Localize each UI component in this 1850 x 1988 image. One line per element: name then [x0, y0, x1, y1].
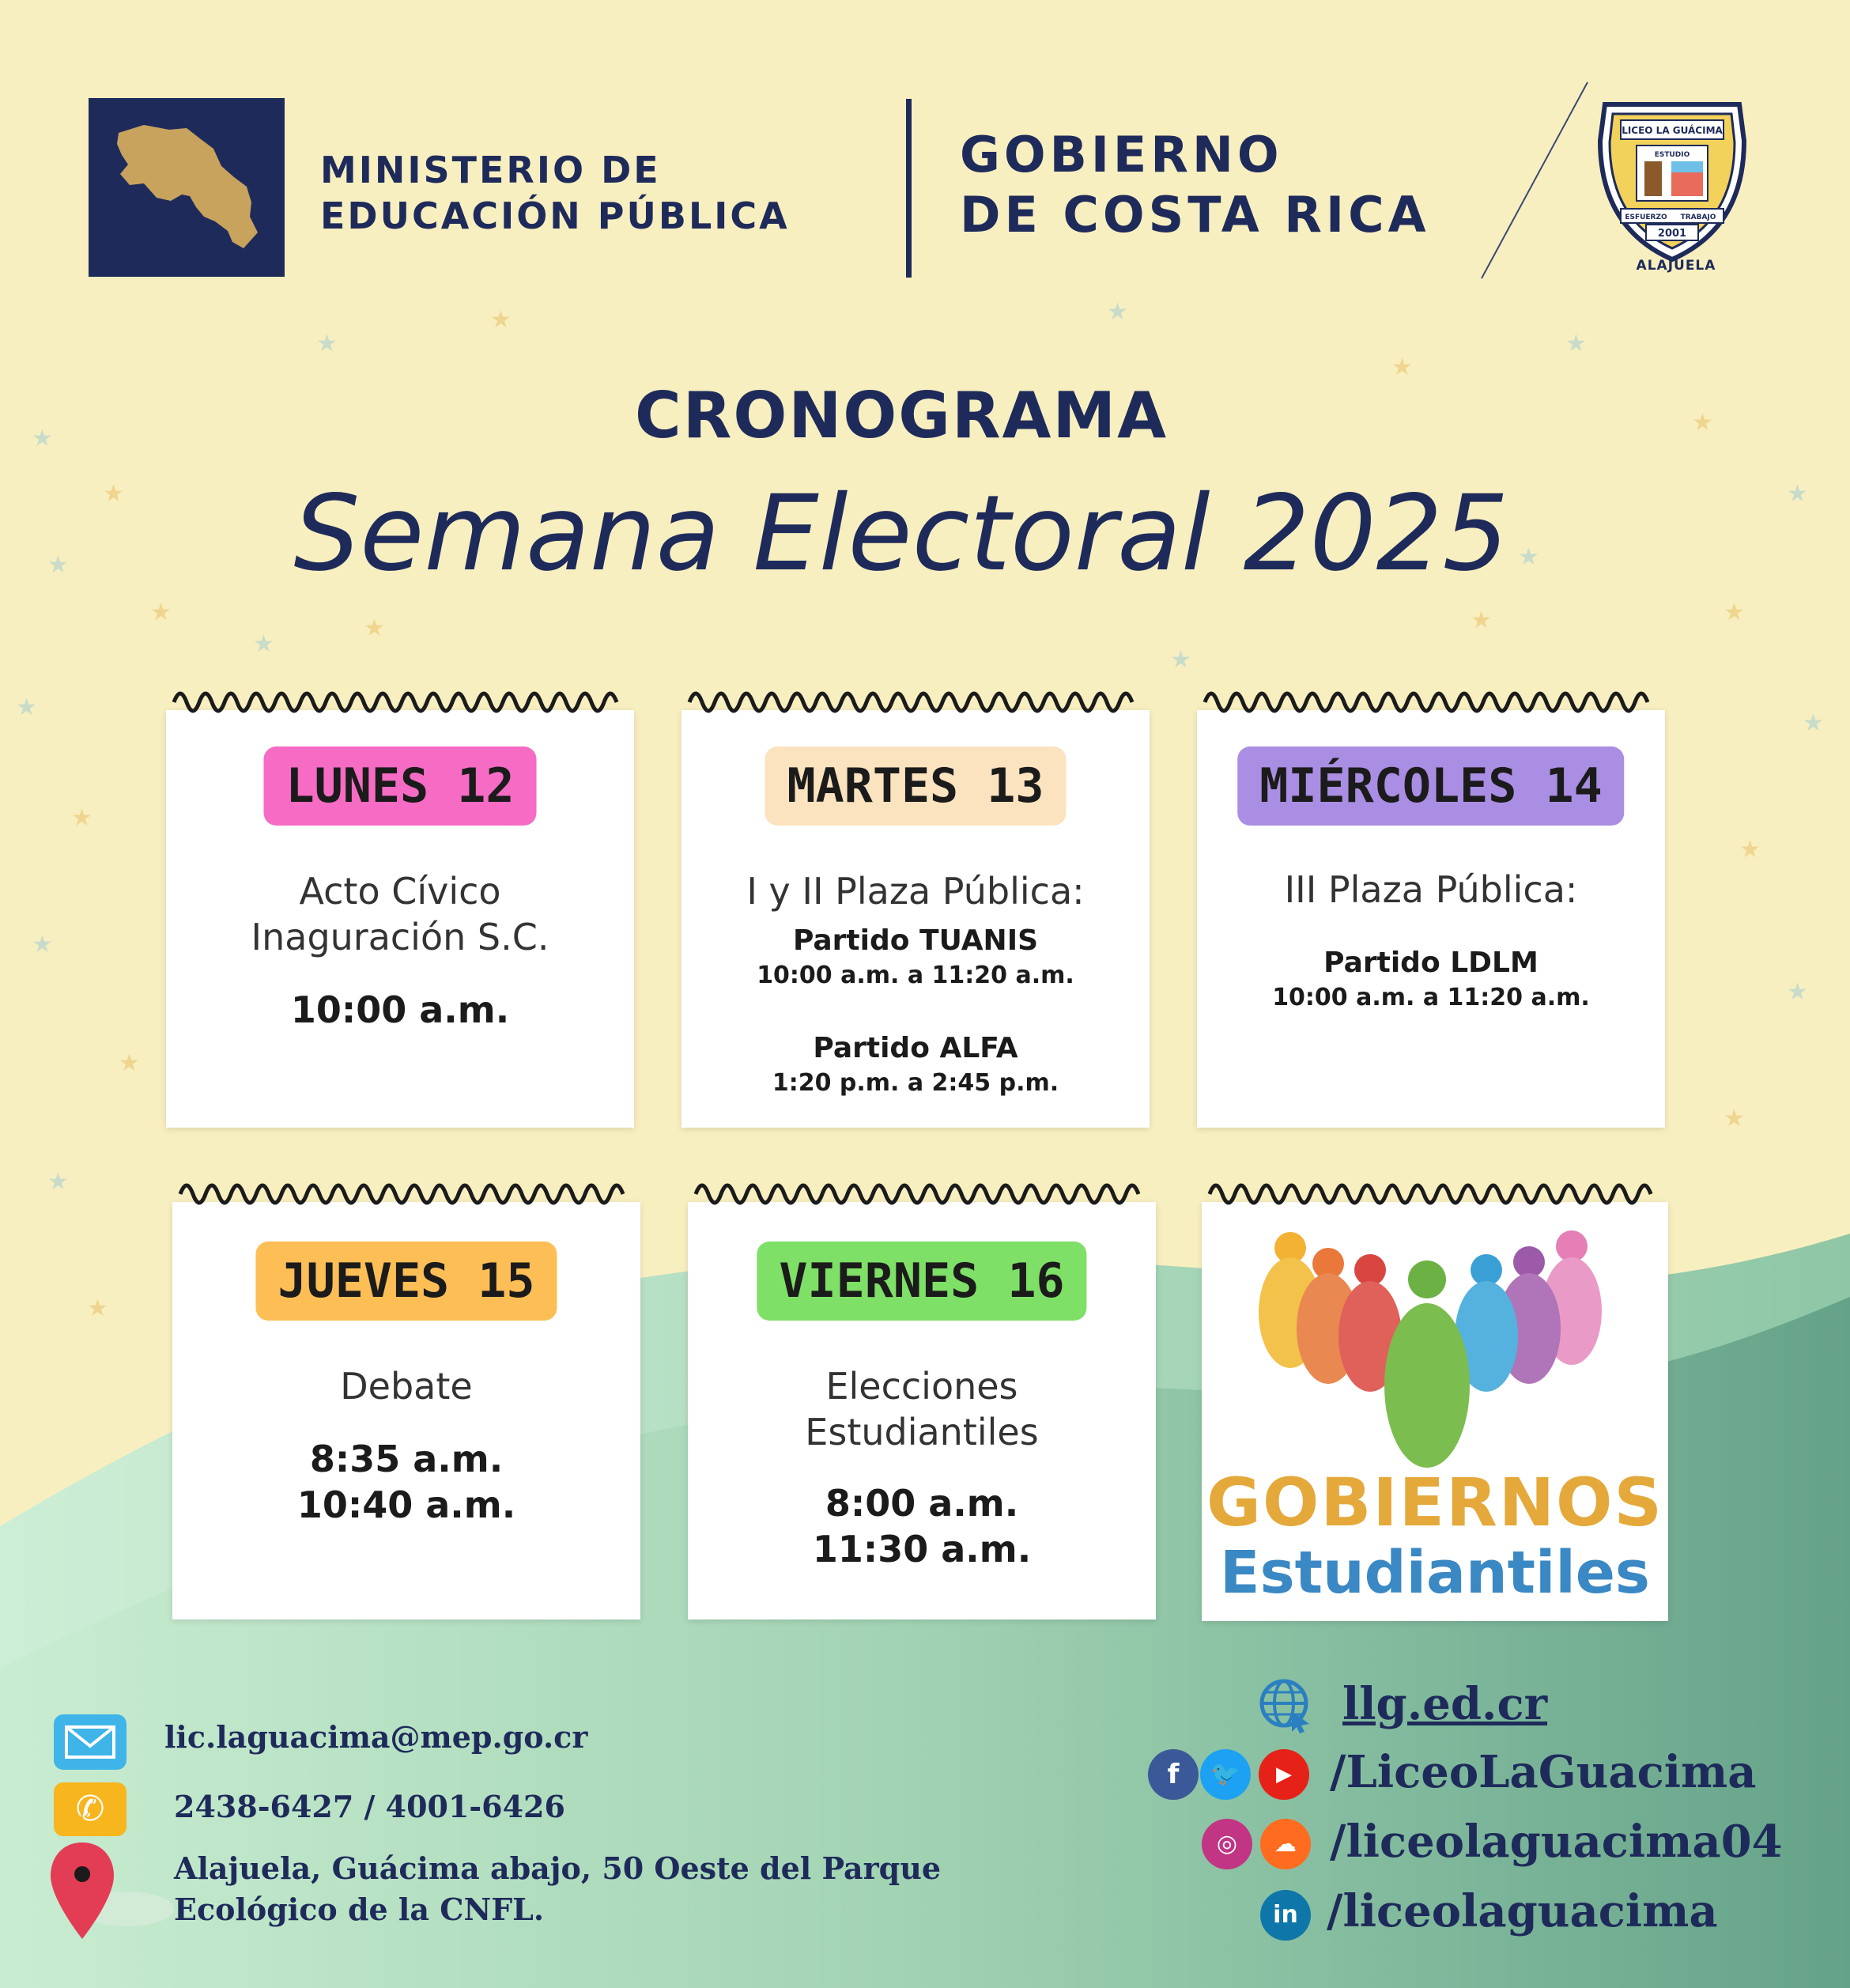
viernes-line1: Elecciones	[825, 1365, 1018, 1408]
viernes-time2: 11:30 a.m.	[812, 1528, 1032, 1570]
star-decoration: ★	[1724, 599, 1745, 626]
star-decoration: ★	[1692, 409, 1713, 437]
facebook-icon[interactable]: f	[1148, 1749, 1199, 1800]
ministry-line2: EDUCACIÓN PÚBLICA	[320, 195, 790, 237]
envelope-icon	[54, 1714, 126, 1770]
contact-phone[interactable]: 2438-6427 / 4001-6426	[174, 1789, 565, 1824]
day-card-jueves	[172, 1202, 640, 1620]
star-decoration: ★	[1518, 543, 1539, 571]
martes-time2: 1:20 p.m. a 2:45 p.m.	[772, 1069, 1059, 1097]
school-logo-name: LICEO LA GUÁCIMA	[1622, 125, 1723, 136]
address-line2: Ecológico de la CNFL.	[174, 1892, 545, 1927]
star-decoration: ★	[47, 551, 69, 579]
star-decoration: ★	[1787, 978, 1808, 1006]
spiral-binding	[166, 678, 634, 734]
government-name	[960, 125, 1430, 245]
star-decoration: ★	[490, 306, 512, 334]
social-handle-2[interactable]: /liceolaguacima04	[1330, 1816, 1783, 1868]
miercoles-line1: III Plaza Pública:	[1284, 868, 1578, 911]
social-handle-1[interactable]: /LiceoLaGuacima	[1330, 1746, 1757, 1798]
youtube-icon[interactable]: ▶	[1259, 1749, 1309, 1800]
star-decoration: ★	[150, 599, 172, 626]
contact-email[interactable]: lic.laguacima@mep.go.cr	[164, 1719, 588, 1755]
martes-party2: Partido ALFA	[813, 1032, 1018, 1064]
school-logo-motto-right: TRABAJO	[1680, 214, 1716, 221]
gobiernos-subtitle: Estudiantiles	[1220, 1539, 1650, 1607]
ministry-name	[320, 147, 790, 239]
star-decoration: ★	[1739, 836, 1761, 864]
star-decoration: ★	[364, 614, 385, 642]
spiral-binding	[688, 1170, 1156, 1226]
star-decoration: ★	[1724, 1105, 1745, 1132]
martes-time1: 10:00 a.m. a 11:20 a.m.	[757, 962, 1074, 989]
miercoles-party1: Partido LDLM	[1323, 947, 1539, 979]
page-subtitle: Semana Electoral 2025	[293, 473, 1509, 595]
star-decoration: ★	[1170, 646, 1191, 674]
phone-icon: ✆	[54, 1782, 126, 1836]
star-decoration: ★	[1471, 607, 1492, 634]
badge-martes: MARTES 13	[765, 746, 1066, 826]
lunes-line1: Acto Cívico	[299, 870, 501, 913]
star-decoration: ★	[119, 1049, 140, 1077]
website-link[interactable]: llg.ed.cr	[1342, 1678, 1548, 1730]
martes-party1: Partido TUANIS	[792, 924, 1039, 957]
day-card-viernes	[688, 1202, 1156, 1620]
badge-jueves: JUEVES 15	[255, 1242, 557, 1321]
government-line1: GOBIERNO	[960, 126, 1283, 183]
star-decoration: ★	[87, 1294, 108, 1322]
star-decoration: ★	[1565, 330, 1587, 357]
header-slash	[1478, 79, 1597, 285]
costa-rica-map-icon	[89, 98, 285, 277]
star-decoration: ★	[71, 804, 92, 832]
ministry-line1: MINISTERIO DE	[320, 149, 661, 191]
viernes-time1: 8:00 a.m.	[825, 1482, 1019, 1525]
people-group-icon	[1249, 1218, 1621, 1471]
instagram-icon[interactable]: ◎	[1202, 1819, 1252, 1869]
school-logo-top: ESTUDIO	[1654, 151, 1690, 159]
header-divider	[906, 99, 912, 278]
jueves-time2: 10:40 a.m.	[296, 1483, 516, 1526]
day-card-lunes	[166, 710, 634, 1128]
viernes-line2: Estudiantiles	[805, 1411, 1039, 1453]
school-logo-year: 2001	[1657, 228, 1687, 240]
star-decoration: ★	[16, 694, 37, 721]
soundcloud-icon[interactable]: ☁	[1260, 1819, 1311, 1869]
star-decoration: ★	[32, 931, 53, 958]
star-decoration: ★	[253, 630, 274, 658]
lunes-time: 10:00 a.m.	[290, 988, 510, 1031]
school-logo-motto-left: ESFUERZO	[1625, 214, 1667, 221]
linkedin-icon[interactable]: in	[1260, 1890, 1311, 1941]
location-pin-icon	[47, 1842, 174, 1945]
badge-miercoles: MIÉRCOLES 14	[1237, 746, 1624, 826]
gobiernos-title: GOBIERNOS	[1206, 1464, 1663, 1541]
badge-viernes: VIERNES 16	[757, 1242, 1086, 1321]
government-line2: DE COSTA RICA	[960, 186, 1430, 244]
address-line1: Alajuela, Guácima abajo, 50 Oeste del Parque	[174, 1850, 942, 1886]
page-title: CRONOGRAMA	[635, 379, 1168, 452]
school-city: ALAJUELA	[1636, 258, 1716, 274]
miercoles-time1: 10:00 a.m. a 11:20 a.m.	[1272, 984, 1590, 1011]
spiral-binding	[1197, 678, 1665, 734]
globe-icon	[1257, 1676, 1314, 1733]
school-shield-icon	[1589, 93, 1755, 275]
day-card-miercoles	[1197, 710, 1665, 1128]
star-decoration: ★	[1391, 353, 1413, 381]
star-decoration: ★	[316, 330, 338, 357]
social-handle-3[interactable]: /liceolaguacima	[1327, 1885, 1718, 1937]
twitter-icon[interactable]: 🐦	[1200, 1749, 1251, 1800]
jueves-line1: Debate	[340, 1365, 473, 1408]
ministry-logo	[89, 98, 285, 277]
day-card-martes	[681, 710, 1150, 1128]
star-decoration: ★	[1107, 298, 1128, 326]
lunes-line2: Inaguración S.C.	[251, 916, 549, 958]
star-decoration: ★	[47, 1168, 69, 1196]
gobiernos-card	[1202, 1202, 1668, 1621]
spiral-binding	[681, 678, 1150, 734]
star-decoration: ★	[32, 425, 53, 452]
star-decoration: ★	[1787, 480, 1808, 508]
star-decoration: ★	[1803, 709, 1824, 737]
spiral-binding	[172, 1170, 640, 1226]
star-decoration: ★	[103, 480, 124, 508]
badge-lunes: LUNES 12	[264, 746, 537, 826]
martes-line1: I y II Plaza Pública:	[746, 870, 1085, 913]
jueves-time1: 8:35 a.m.	[309, 1438, 504, 1480]
